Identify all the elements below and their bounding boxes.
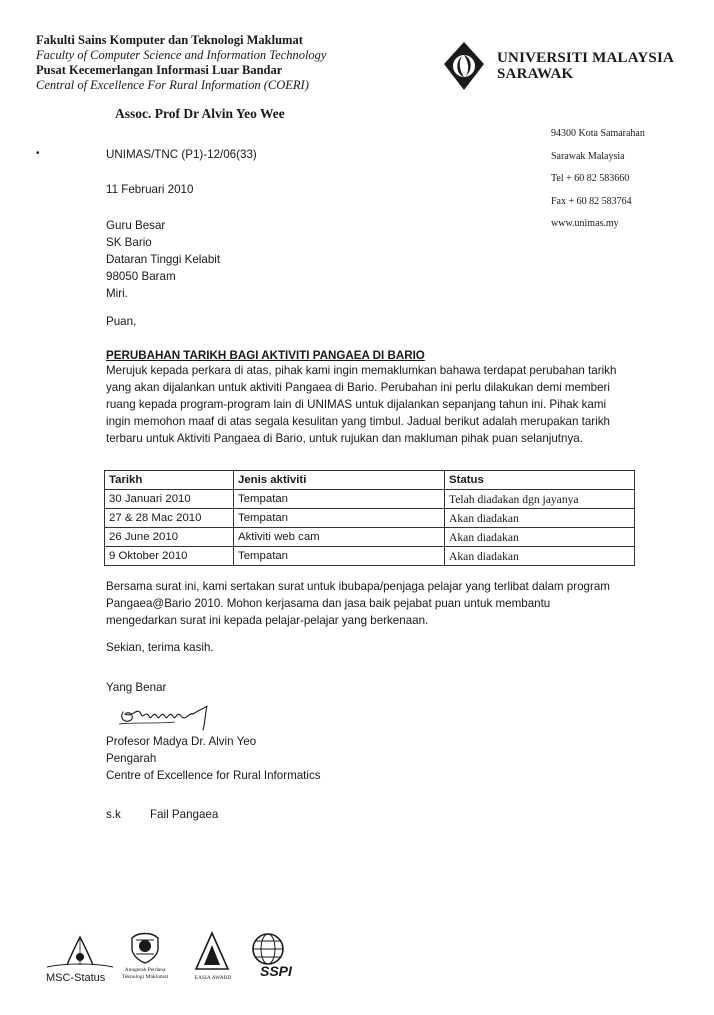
msc-status-logo-icon	[45, 935, 115, 973]
cell-activity: Tempatan	[234, 490, 445, 509]
body-paragraph-1: Merujuk kepada perkara di atas, pihak kami ingin memaklumkan bahawa terdapat perubahan tarikh yang akan dijalankan untuk aktiviti Pangaea di Bario. Perubahan ini perlu dilakukan demi memberi ruang kepada program-program lain di UNIMAS untuk dijalankan sepanjang tahun ini. Pihak kami ingin memohon maaf di atas segala kesulitan yang timbul. Jadual berikut adalah merupakan tarikh terbaru untuk Aktiviti Pangaea di Bario, untuk rujukan dan makluman pihak puan selanjutnya.	[106, 364, 617, 445]
contact-address-line2: Sarawak Malaysia	[551, 150, 625, 162]
unimas-logo-icon	[440, 40, 488, 92]
column-header-activity: Jenis aktiviti	[234, 471, 445, 490]
cc-value: Fail Pangaea	[150, 808, 219, 821]
cell-status: Akan diadakan	[445, 509, 635, 528]
letterhead-faculty	[36, 33, 326, 93]
table-row	[105, 528, 635, 547]
column-header-status: Status	[445, 471, 635, 490]
signer-block	[106, 733, 321, 784]
anugerah-caption-line2: Teknologi Maklumat	[121, 974, 169, 980]
sspi-label: SSPI	[260, 963, 292, 979]
recipient-line: Dataran Tinggi Kelabit	[106, 253, 221, 266]
cell-date: 26 June 2010	[105, 528, 234, 547]
recipient-line: Miri.	[106, 287, 128, 300]
recipient-address	[106, 217, 220, 302]
reference-number: UNIMAS/TNC (P1)-12/06(33)	[106, 148, 257, 161]
signer-name: Profesor Madya Dr. Alvin Yeo	[106, 735, 257, 748]
handwritten-signature	[115, 698, 225, 734]
letter-subject: PERUBAHAN TARIKH BAGI AKTIVITI PANGAEA DI BARIO	[106, 349, 425, 362]
contact-block	[551, 123, 645, 236]
author-name: Assoc. Prof Dr Alvin Yeo Wee	[115, 106, 285, 121]
recipient-line: 98050 Baram	[106, 270, 176, 283]
table-row	[105, 509, 635, 528]
centre-name-english: Central of Excellence For Rural Information (COERI)	[36, 78, 309, 92]
easia-award-icon	[192, 931, 232, 975]
university-name-line2: SARAWAK	[497, 66, 574, 82]
university-name	[497, 50, 674, 82]
cell-date: 30 Januari 2010	[105, 490, 234, 509]
cell-date: 27 & 28 Mac 2010	[105, 509, 234, 528]
anugerah-caption-line1: Anugerah Perdana	[124, 967, 166, 973]
cell-date: 9 Oktober 2010	[105, 547, 234, 566]
cell-status: Akan diadakan	[445, 528, 635, 547]
cell-activity: Tempatan	[234, 547, 445, 566]
msc-status-label: MSC-Status	[46, 972, 106, 984]
contact-website: www.unimas.my	[551, 218, 619, 229]
recipient-line: Guru Besar	[106, 219, 166, 232]
anugerah-crest-icon	[128, 930, 162, 964]
university-name-line1: UNIVERSITI MALAYSIA	[497, 50, 675, 66]
faculty-name-english: Faculty of Computer Science and Information Technology	[36, 48, 327, 62]
cell-status: Telah diadakan dgn jayanya	[445, 490, 635, 509]
schedule-table	[104, 470, 635, 566]
recipient-line: SK Bario	[106, 236, 152, 249]
anugerah-caption	[118, 967, 172, 981]
salutation: Puan,	[106, 315, 137, 328]
footer-logos	[0, 925, 714, 1015]
cell-activity: Aktiviti web cam	[234, 528, 445, 547]
table-row	[105, 547, 635, 566]
easia-award-label: EASIA AWARD	[194, 975, 232, 981]
table-header-row	[105, 471, 635, 490]
cell-activity: Tempatan	[234, 509, 445, 528]
closing-remark: Sekian, terima kasih.	[106, 641, 214, 654]
signer-title: Pengarah	[106, 752, 157, 765]
contact-telephone: Tel + 60 82 583660	[551, 173, 630, 184]
letter-date: 11 Februari 2010	[106, 183, 194, 196]
contact-fax: Fax + 60 82 583764	[551, 195, 632, 207]
cell-status: Akan diadakan	[445, 547, 635, 566]
sspi-globe-icon	[250, 931, 286, 967]
cc-label: s.k	[106, 808, 121, 821]
column-header-date: Tarikh	[105, 471, 234, 490]
faculty-name-malay: Fakulti Sains Komputer dan Teknologi Maklumat	[36, 33, 303, 47]
body-paragraph-2: Bersama surat ini, kami sertakan surat untuk ibubapa/penjaga pelajar yang terlibat dalam program Pangaea@Bario 2010. Mohon kerjasama dan jasa baik pejabat puan untuk membantu mengedarkan surat ini kepada pelajar-pelajar yang berkenaan.	[106, 580, 610, 627]
valediction: Yang Benar	[106, 681, 167, 694]
margin-bullet: •	[36, 148, 40, 159]
table-row	[105, 490, 635, 509]
centre-name-malay: Pusat Kecemerlangan Informasi Luar Bandar	[36, 63, 283, 77]
contact-address-line1: 94300 Kota Samarahan	[551, 128, 645, 139]
signer-organisation: Centre of Excellence for Rural Informatics	[106, 769, 321, 782]
